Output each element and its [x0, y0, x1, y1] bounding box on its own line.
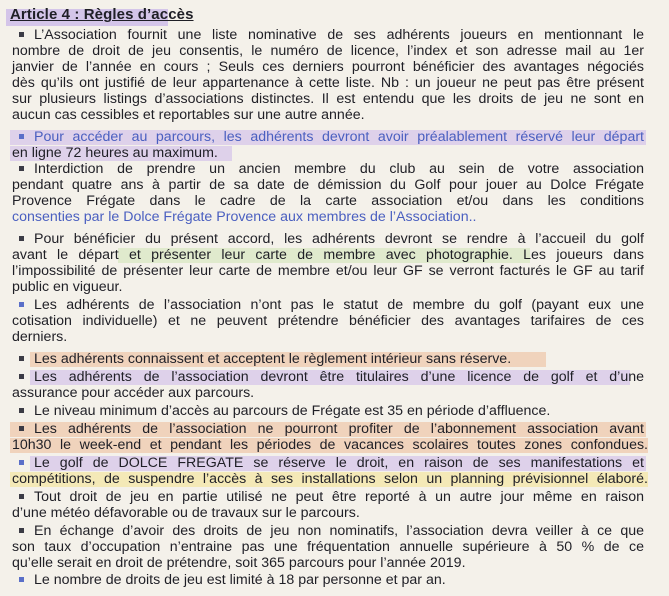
- text-line: En échange d’avoir des droits de jeu non nominatifs, l’association devra veiller à ce que: [34, 523, 644, 539]
- text-line: Le golf de DOLCE FREGATE se réserve le droit, en raison de ses manifestations et: [34, 455, 644, 471]
- text-line: Le niveau minimum d’accès au parcours de Frégate est 35 en période d’affluence.: [34, 403, 551, 419]
- text-line: cotisation individuelle) et ne peuvent prétendre bénéficier des avantages tarifaires de ces: [12, 313, 644, 329]
- text-line: Les adhérents de l’association ne pourront profiter de l’abonnement association avant: [34, 421, 644, 437]
- text-line: Pour bénéficier du présent accord, les adhérents devront se rendre à l’accueil du golf: [34, 231, 644, 247]
- text-line: dès qu’ils ont justifié de leur appartenance à cette liste. Nb : un joueur ne peut pas être présent: [12, 75, 644, 91]
- bullet-marker: [19, 494, 24, 499]
- bullet-marker: [19, 302, 24, 307]
- text-line: pendant quatre ans à partir de sa date de démission du Golf pour jouer au Dolce Frégate: [12, 177, 644, 193]
- text-line: nombre de droit de jeu consentis, le numéro de licence, l’index et son adresse mail au 1er: [12, 43, 644, 59]
- bullet-marker: [19, 528, 24, 533]
- text-line: Les adhérents connaissent et acceptent le règlement intérieur sans réserve.: [34, 351, 512, 367]
- text-line: derniers.: [12, 329, 68, 345]
- bullet-marker: [19, 166, 24, 171]
- text-line: Pour accéder au parcours, les adhérents devront avoir préalablement réservé leur départ: [34, 129, 644, 145]
- text-line: avant le départ et présenter leur carte de membre avec photographie. Les joueurs dans: [12, 247, 644, 263]
- text-line: Les adhérents de l’association n’ont pas le statut de membre du golf (payant eux une: [34, 297, 644, 313]
- text-line: public en vigueur.: [12, 279, 123, 295]
- bullet-marker: [19, 408, 24, 413]
- bullet-marker: [19, 577, 24, 582]
- bullet-marker: [19, 460, 24, 465]
- text-line: assurance pour accéder aux parcours.: [12, 385, 255, 401]
- bullet-marker: [19, 236, 24, 241]
- text-line: Interdiction de prendre un ancien membre du club au sein de votre association: [34, 161, 644, 177]
- text-line: Provence Frégate dans le cadre de la carte association et/ou dans les conditions: [12, 193, 644, 209]
- text-line: consenties par le Dolce Frégate Provence aux membres de l’Association..: [12, 209, 477, 225]
- text-line: en ligne 72 heures au maximum.: [12, 145, 218, 161]
- bullet-marker: [19, 356, 24, 361]
- bullet-marker: [19, 32, 24, 37]
- text-line: janvier de l’année en cours ; Seuls ces derniers pourront bénéficier des avantages négociés: [12, 59, 644, 75]
- text-line: son taux d’occupation n’entraine pas une fréquentation annuelle supérieure à 50 % de ce: [12, 539, 644, 555]
- article-title: Article 4 : Règles d’accès: [10, 6, 194, 23]
- text-line: d’une météo défavorable ou de travaux sur le parcours.: [12, 505, 360, 521]
- text-line: Les adhérents de l’association devront être titulaires d’une licence de golf et d’une: [34, 369, 644, 385]
- text-line: L’Association fournit une liste nominative de ses adhérents joueurs en mentionnant le: [34, 27, 644, 43]
- text-line: sur plusieurs listings d’associations distinctes. Il est entendu que les droits de jeu ne sont en: [12, 91, 644, 107]
- bullet-marker: [19, 134, 24, 139]
- bullet-marker: [19, 374, 24, 379]
- text-line: compétitions, de suspendre l’accès à ses installations selon un planning prévisionnel élaboré.: [12, 471, 648, 487]
- bullet-marker: [19, 426, 24, 431]
- text-line: Tout droit de jeu en partie utilisé ne peut être reporté à un autre jour même en raison: [34, 489, 644, 505]
- text-line: 10h30 le week-end et pendant les périodes de vacances scolaires toutes zones confondues.: [12, 437, 648, 453]
- text-line: qu’elle serait en droit de prétendre, soit 365 parcours pour l’année 2019.: [12, 555, 466, 571]
- text-line: l’impossibilité de présenter leur carte de membre et/ou leur GF se verront facturés le GF au tarif: [12, 263, 644, 279]
- text-line: aucun cas cessibles et reportables sur une autre année.: [12, 107, 365, 123]
- text-line: Le nombre de droits de jeu est limité à 18 par personne et par an.: [34, 572, 446, 588]
